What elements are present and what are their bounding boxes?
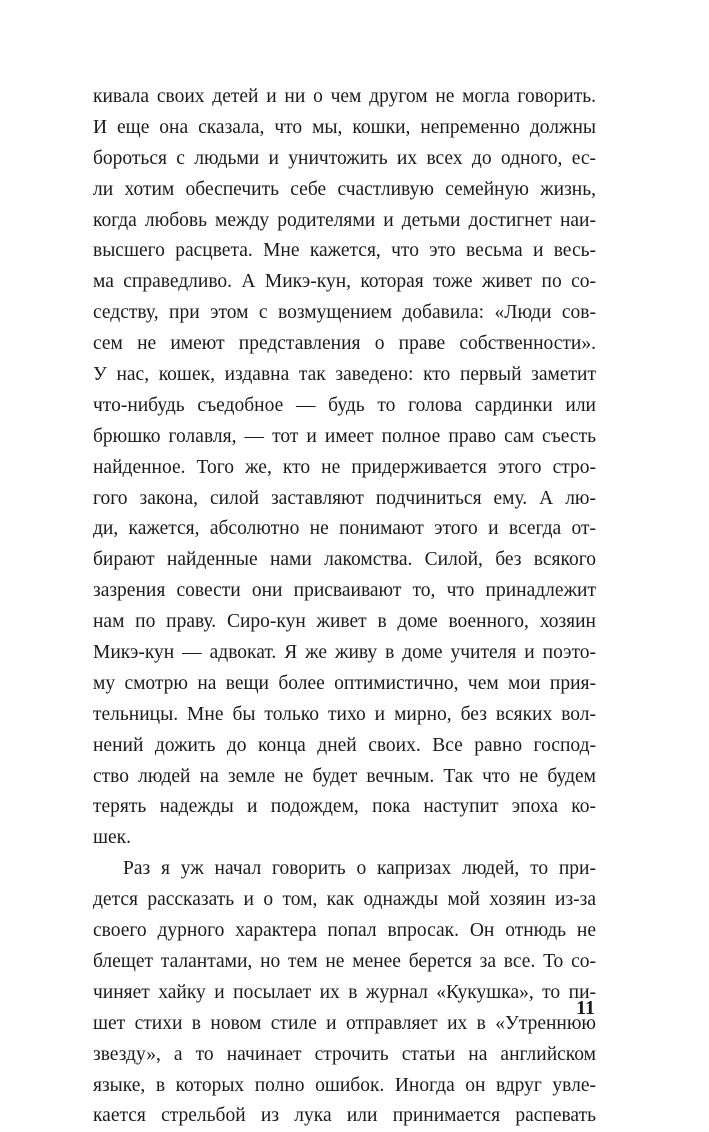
text-line: нений дожить до конца дней своих. Все равно господ-: [93, 734, 596, 756]
text-line: нам по праву. Сиро-кун живет в доме военного, хозяин: [93, 611, 596, 633]
text-line: тельницы. Мне бы только тихо и мирно, без всяких вол-: [93, 703, 596, 725]
text-line: брюшко голавля, — тот и имеет полное право сам съесть: [93, 425, 596, 447]
paragraph-1: [93, 82, 596, 854]
text-line: сем не имеют представления о праве собственности».: [93, 333, 596, 355]
paragraph-2: [93, 854, 596, 1132]
text-line: найденное. Того же, кто не придерживается этого стро-: [93, 456, 596, 478]
text-line: зазрения совести они присваивают то, что принадлежит: [93, 580, 596, 602]
text-line: что-нибудь съедобное — будь то голова сардинки или: [93, 394, 596, 416]
text-line: языке, в которых полно ошибок. Иногда он вдруг увле-: [93, 1074, 596, 1096]
body-text: [93, 82, 596, 1132]
text-line: ма справедливо. А Микэ-кун, которая тоже живет по со-: [93, 271, 596, 293]
text-line: Микэ-кун — адвокат. Я же живу в доме учителя и поэто-: [93, 642, 596, 664]
text-line: гого закона, силой заставляют подчиниться ему. А лю-: [93, 487, 596, 509]
text-line: ство людей на земле не будет вечным. Так что не будем: [93, 765, 596, 787]
text-line: шек.: [93, 827, 132, 849]
page-number: 11: [576, 997, 595, 1019]
text-line: бирают найденные нами лакомства. Силой, без всякого: [93, 549, 596, 571]
text-line: звезду», а то начинает строчить статьи на английском: [93, 1043, 596, 1065]
text-line: И еще она сказала, что мы, кошки, непременно должны: [93, 116, 596, 138]
text-line: чиняет хайку и посылает их в журнал «Кукушка», то пи-: [93, 981, 596, 1003]
text-line: кается стрельбой из лука или принимается распевать: [93, 1105, 596, 1127]
text-line: ли хотим обеспечить себе счастливую семейную жизнь,: [93, 178, 596, 200]
text-line: Раз я уж начал говорить о капризах людей, то при-: [123, 858, 596, 880]
text-line: терять надежды и подождем, пока наступит эпоха ко-: [93, 796, 596, 818]
text-line: своего дурного характера попал впросак. Он отнюдь не: [93, 920, 596, 942]
text-line: ди, кажется, абсолютно не понимают этого и всегда от-: [93, 518, 596, 540]
text-line: дется рассказать и о том, как однажды мой хозяин из-за: [93, 889, 596, 911]
text-line: высшего расцвета. Мне кажется, что это весьма и весь-: [93, 240, 596, 262]
text-line: бороться с людьми и уничтожить их всех до одного, ес-: [93, 147, 596, 169]
text-line: седству, при этом с возмущением добавила: «Люди сов-: [93, 302, 596, 324]
text-line: му смотрю на вещи более оптимистично, чем мои прия-: [93, 672, 596, 694]
text-line: У нас, кошек, издавна так заведено: кто первый заметит: [93, 364, 596, 386]
text-line: блещет талантами, но тем не менее берется за все. То со-: [93, 950, 596, 972]
text-line: кивала своих детей и ни о чем другом не могла говорить.: [93, 86, 596, 107]
text-line: шет стихи в новом стиле и отправляет их в «Утреннюю: [93, 1012, 596, 1034]
text-line: когда любовь между родителями и детьми достигнет наи-: [93, 209, 596, 231]
